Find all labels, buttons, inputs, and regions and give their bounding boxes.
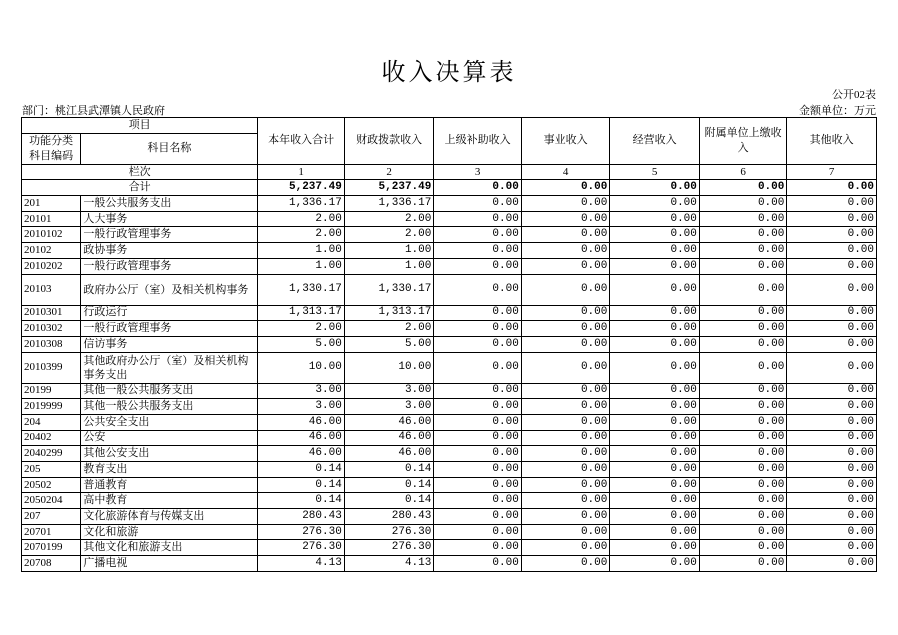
row-name: 人大事务 (81, 211, 258, 227)
row-value: 1.00 (344, 243, 434, 259)
row-value: 0.00 (610, 477, 700, 493)
row-value: 0.00 (699, 305, 786, 321)
row-code: 20708 (22, 556, 81, 572)
row-value: 0.00 (610, 493, 700, 509)
row-value: 0.14 (258, 493, 344, 509)
row-value: 0.00 (787, 336, 877, 352)
header-col-4: 事业收入 (521, 118, 610, 165)
row-value: 0.00 (699, 399, 786, 415)
table-row (22, 211, 877, 227)
row-value: 0.00 (610, 258, 700, 274)
row-value: 0.00 (787, 477, 877, 493)
row-value: 0.00 (434, 352, 521, 383)
row-value: 0.00 (521, 352, 610, 383)
unit-label: 金额单位：万元 (799, 105, 876, 117)
row-value: 0.00 (434, 540, 521, 556)
row-value: 0.00 (610, 383, 700, 399)
row-code: 2010308 (22, 336, 81, 352)
table-row (22, 509, 877, 525)
form-code: 公开02表 (832, 89, 876, 101)
row-value: 46.00 (344, 446, 434, 462)
row-value: 10.00 (344, 352, 434, 383)
row-value: 0.00 (787, 243, 877, 259)
col-number: 4 (521, 164, 610, 180)
row-value: 0.00 (787, 321, 877, 337)
row-value: 0.00 (610, 321, 700, 337)
total-value: 0.00 (610, 180, 700, 196)
row-value: 0.00 (699, 540, 786, 556)
row-value: 0.00 (699, 493, 786, 509)
row-value: 0.00 (521, 524, 610, 540)
row-value: 0.00 (699, 430, 786, 446)
row-value: 2.00 (258, 211, 344, 227)
row-value: 0.00 (434, 243, 521, 259)
row-value: 0.00 (610, 509, 700, 525)
row-value: 0.14 (344, 477, 434, 493)
row-value: 1,336.17 (258, 196, 344, 212)
row-value: 0.00 (610, 352, 700, 383)
col-number: 7 (787, 164, 877, 180)
row-value: 3.00 (344, 383, 434, 399)
row-value: 0.00 (521, 414, 610, 430)
row-value: 0.00 (610, 430, 700, 446)
row-code: 20502 (22, 477, 81, 493)
row-value: 0.00 (699, 274, 786, 305)
department-label: 部门：桃江县武潭镇人民政府 (22, 105, 165, 117)
row-value: 0.00 (434, 414, 521, 430)
row-value: 0.00 (699, 227, 786, 243)
row-value: 0.00 (610, 243, 700, 259)
row-name: 其他政府办公厅（室）及相关机构事务支出 (81, 352, 258, 383)
row-code: 2019999 (22, 399, 81, 415)
row-value: 46.00 (344, 430, 434, 446)
table-row (22, 430, 877, 446)
header-col-3: 上级补助收入 (434, 118, 521, 165)
row-value: 4.13 (344, 556, 434, 572)
row-code: 20101 (22, 211, 81, 227)
row-value: 0.00 (699, 321, 786, 337)
row-value: 0.00 (521, 399, 610, 415)
row-value: 0.00 (787, 556, 877, 572)
row-value: 0.00 (434, 274, 521, 305)
row-value: 0.00 (434, 383, 521, 399)
row-value: 1,313.17 (258, 305, 344, 321)
row-value: 0.00 (699, 336, 786, 352)
row-value: 2.00 (258, 321, 344, 337)
table-body (22, 180, 877, 571)
row-code: 20199 (22, 383, 81, 399)
row-name: 其他公安支出 (81, 446, 258, 462)
total-value: 5,237.49 (344, 180, 434, 196)
row-value: 0.00 (521, 274, 610, 305)
col-number: 3 (434, 164, 521, 180)
table-row (22, 446, 877, 462)
row-value: 0.00 (610, 211, 700, 227)
table-row (22, 352, 877, 383)
row-value: 0.00 (434, 446, 521, 462)
row-value: 2.00 (344, 211, 434, 227)
table-row (22, 321, 877, 337)
row-value: 0.00 (610, 399, 700, 415)
row-value: 1.00 (258, 243, 344, 259)
row-value: 4.13 (258, 556, 344, 572)
row-value: 0.00 (521, 321, 610, 337)
row-value: 0.00 (434, 258, 521, 274)
row-name: 高中教育 (81, 493, 258, 509)
col-number: 6 (699, 164, 786, 180)
row-value: 0.00 (610, 274, 700, 305)
row-value: 0.00 (521, 258, 610, 274)
row-value: 0.00 (787, 196, 877, 212)
row-value: 0.00 (787, 509, 877, 525)
row-value: 0.00 (699, 258, 786, 274)
table-row (22, 556, 877, 572)
row-name: 政协事务 (81, 243, 258, 259)
row-value: 46.00 (344, 414, 434, 430)
table-header (22, 118, 877, 180)
row-name: 普通教育 (81, 477, 258, 493)
row-value: 46.00 (258, 446, 344, 462)
table-row (22, 336, 877, 352)
row-value: 0.00 (699, 243, 786, 259)
row-value: 0.00 (610, 414, 700, 430)
row-value: 1,313.17 (344, 305, 434, 321)
table-row (22, 524, 877, 540)
row-code: 20102 (22, 243, 81, 259)
row-value: 2.00 (344, 321, 434, 337)
row-code: 2010102 (22, 227, 81, 243)
row-value: 0.00 (521, 211, 610, 227)
row-value: 10.00 (258, 352, 344, 383)
row-value: 0.00 (434, 509, 521, 525)
table-row (22, 540, 877, 556)
row-value: 0.00 (434, 196, 521, 212)
table-row (22, 243, 877, 259)
row-value: 0.00 (610, 556, 700, 572)
table-row (22, 305, 877, 321)
row-value: 0.00 (434, 211, 521, 227)
row-value: 0.00 (521, 556, 610, 572)
total-value: 0.00 (699, 180, 786, 196)
row-name: 公共安全支出 (81, 414, 258, 430)
header-col-7: 其他收入 (787, 118, 877, 165)
table-row (22, 196, 877, 212)
row-value: 0.00 (787, 227, 877, 243)
row-value: 0.00 (521, 227, 610, 243)
row-name: 其他文化和旅游支出 (81, 540, 258, 556)
row-value: 0.00 (787, 462, 877, 478)
row-code: 205 (22, 462, 81, 478)
row-code: 20402 (22, 430, 81, 446)
row-value: 1,336.17 (344, 196, 434, 212)
row-value: 0.00 (610, 446, 700, 462)
row-value: 46.00 (258, 414, 344, 430)
row-value: 0.00 (610, 305, 700, 321)
row-value: 1,330.17 (344, 274, 434, 305)
row-value: 276.30 (258, 524, 344, 540)
header-item: 项目 (22, 118, 258, 134)
row-value: 0.00 (521, 477, 610, 493)
row-value: 1,330.17 (258, 274, 344, 305)
row-name: 文化和旅游 (81, 524, 258, 540)
row-value: 3.00 (344, 399, 434, 415)
row-value: 0.00 (787, 414, 877, 430)
row-value: 5.00 (344, 336, 434, 352)
row-value: 0.00 (787, 211, 877, 227)
row-name: 其他一般公共服务支出 (81, 399, 258, 415)
row-value: 276.30 (258, 540, 344, 556)
row-name: 政府办公厅（室）及相关机构事务 (81, 274, 258, 305)
row-value: 280.43 (344, 509, 434, 525)
row-value: 0.00 (521, 336, 610, 352)
row-value: 276.30 (344, 540, 434, 556)
row-value: 0.00 (699, 524, 786, 540)
row-value: 0.00 (699, 414, 786, 430)
row-value: 0.00 (699, 556, 786, 572)
row-value: 0.00 (434, 321, 521, 337)
row-value: 0.00 (699, 211, 786, 227)
row-code: 2040299 (22, 446, 81, 462)
header-col-1: 本年收入合计 (258, 118, 344, 165)
row-value: 3.00 (258, 383, 344, 399)
row-code: 2010399 (22, 352, 81, 383)
row-value: 0.00 (521, 305, 610, 321)
row-code: 2070199 (22, 540, 81, 556)
row-value: 0.00 (610, 540, 700, 556)
row-value: 0.00 (610, 462, 700, 478)
row-code: 20701 (22, 524, 81, 540)
row-code: 2010302 (22, 321, 81, 337)
row-value: 2.00 (258, 227, 344, 243)
table-row (22, 383, 877, 399)
total-value: 5,237.49 (258, 180, 344, 196)
row-value: 0.00 (787, 258, 877, 274)
row-value: 0.14 (344, 462, 434, 478)
row-value: 0.00 (787, 274, 877, 305)
col-number: 1 (258, 164, 344, 180)
row-name: 教育支出 (81, 462, 258, 478)
row-value: 0.00 (434, 556, 521, 572)
row-value: 0.00 (699, 352, 786, 383)
row-value: 0.00 (521, 430, 610, 446)
row-value: 0.00 (434, 399, 521, 415)
row-value: 1.00 (344, 258, 434, 274)
col-number: 2 (344, 164, 434, 180)
row-value: 0.00 (521, 383, 610, 399)
row-code: 2010301 (22, 305, 81, 321)
row-name: 公安 (81, 430, 258, 446)
row-value: 0.00 (434, 493, 521, 509)
row-value: 0.00 (699, 509, 786, 525)
row-value: 46.00 (258, 430, 344, 446)
income-table (21, 117, 877, 572)
row-value: 0.00 (521, 540, 610, 556)
row-value: 0.00 (434, 477, 521, 493)
row-value: 0.00 (434, 227, 521, 243)
table-row (22, 274, 877, 305)
row-code: 204 (22, 414, 81, 430)
row-name: 其他一般公共服务支出 (81, 383, 258, 399)
row-name: 一般公共服务支出 (81, 196, 258, 212)
row-name: 广播电视 (81, 556, 258, 572)
row-code: 207 (22, 509, 81, 525)
header-col-5: 经营收入 (610, 118, 700, 165)
row-name: 信访事务 (81, 336, 258, 352)
row-code: 2050204 (22, 493, 81, 509)
row-value: 0.00 (434, 430, 521, 446)
row-value: 0.00 (434, 462, 521, 478)
row-value: 0.00 (787, 446, 877, 462)
row-name: 文化旅游体育与传媒支出 (81, 509, 258, 525)
row-value: 0.00 (699, 462, 786, 478)
row-name: 一般行政管理事务 (81, 321, 258, 337)
row-code: 2010202 (22, 258, 81, 274)
row-code: 201 (22, 196, 81, 212)
table-row (22, 462, 877, 478)
row-value: 0.00 (787, 430, 877, 446)
col-number: 5 (610, 164, 700, 180)
row-value: 276.30 (344, 524, 434, 540)
row-value: 2.00 (344, 227, 434, 243)
table-row (22, 414, 877, 430)
row-value: 0.14 (258, 477, 344, 493)
row-value: 0.00 (521, 196, 610, 212)
row-value: 0.14 (344, 493, 434, 509)
table-row (22, 493, 877, 509)
row-value: 0.00 (787, 540, 877, 556)
page-title: 收入决算表 (381, 60, 517, 86)
row-value: 0.00 (699, 446, 786, 462)
row-name: 行政运行 (81, 305, 258, 321)
row-value: 0.00 (610, 196, 700, 212)
row-value: 0.00 (434, 336, 521, 352)
row-value: 0.00 (699, 477, 786, 493)
total-value: 0.00 (787, 180, 877, 196)
row-value: 0.00 (521, 493, 610, 509)
row-value: 0.00 (787, 383, 877, 399)
header-subject-name: 科目名称 (81, 133, 258, 164)
row-value: 0.00 (521, 462, 610, 478)
header-func-code: 功能分类科目编码 (22, 133, 81, 164)
header-row-label: 栏次 (22, 164, 258, 180)
row-value: 1.00 (258, 258, 344, 274)
row-value: 0.00 (521, 243, 610, 259)
row-value: 0.00 (787, 352, 877, 383)
row-name: 一般行政管理事务 (81, 227, 258, 243)
row-value: 0.00 (521, 446, 610, 462)
total-label: 合计 (22, 180, 258, 196)
header-col-2: 财政拨款收入 (344, 118, 434, 165)
row-code: 20103 (22, 274, 81, 305)
table-row (22, 477, 877, 493)
row-value: 5.00 (258, 336, 344, 352)
row-value: 3.00 (258, 399, 344, 415)
row-value: 0.00 (787, 399, 877, 415)
row-value: 0.14 (258, 462, 344, 478)
row-value: 0.00 (699, 196, 786, 212)
total-row (22, 180, 877, 196)
row-value: 0.00 (787, 493, 877, 509)
table-row (22, 399, 877, 415)
row-value: 0.00 (521, 509, 610, 525)
row-value: 0.00 (699, 383, 786, 399)
total-value: 0.00 (434, 180, 521, 196)
table-row (22, 227, 877, 243)
total-value: 0.00 (521, 180, 610, 196)
row-value: 0.00 (610, 524, 700, 540)
row-value: 0.00 (434, 305, 521, 321)
row-value: 0.00 (787, 305, 877, 321)
row-value: 280.43 (258, 509, 344, 525)
row-name: 一般行政管理事务 (81, 258, 258, 274)
table-row (22, 258, 877, 274)
header-col-6: 附属单位上缴收入 (699, 118, 786, 165)
row-value: 0.00 (434, 524, 521, 540)
row-value: 0.00 (787, 524, 877, 540)
row-value: 0.00 (610, 227, 700, 243)
row-value: 0.00 (610, 336, 700, 352)
